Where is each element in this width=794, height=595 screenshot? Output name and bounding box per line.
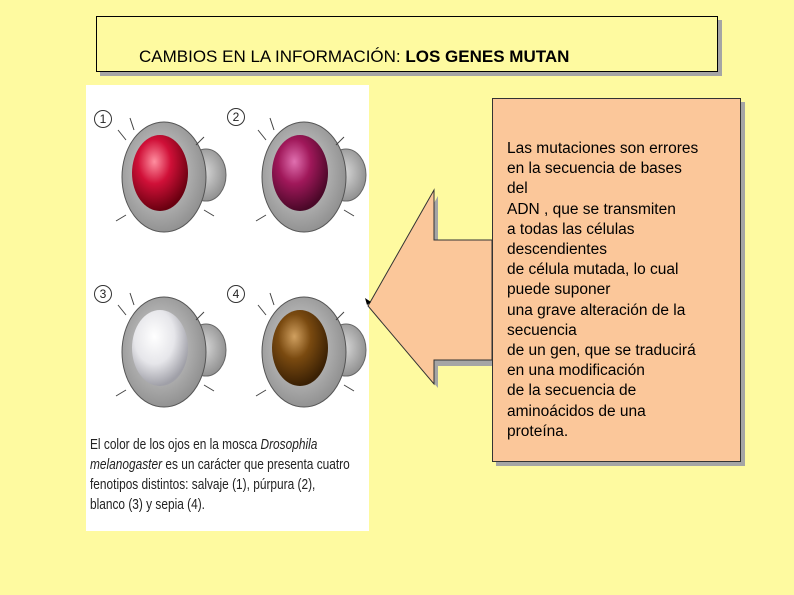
explanation-box (492, 98, 741, 462)
fly-1 (116, 118, 226, 232)
left-arrow-shape (360, 188, 495, 388)
fly-2 (256, 118, 366, 232)
slide-title: CAMBIOS EN LA INFORMACIÓN: LOS GENES MUTAN (139, 47, 570, 66)
label-3: 3 (94, 285, 112, 303)
label-4: 4 (227, 285, 245, 303)
explanation-text: Las mutaciones son errores en la secuencia de bases del ADN , que se transmiten a todas las células descendientes de célula mutada, lo cual puede suponer una grave alteración de la secuencia de un gen, que se traducirá en una modificación de la secuencia de aminoácidos de una proteína. (507, 140, 699, 440)
drosophila-figure (86, 85, 369, 531)
fly-4 (256, 293, 366, 407)
figure-caption: El color de los ojos en la mosca Drosophila melanogaster es un carácter que presenta cuatro fenotipos distintos: salvaje (1), púrpura (2), blanco (3) y sepia (4). (90, 437, 350, 513)
fly-3 (116, 293, 226, 407)
label-2: 2 (227, 108, 245, 126)
label-1: 1 (94, 110, 112, 128)
fly-heads-illustration (86, 85, 369, 425)
title-box (96, 16, 718, 72)
